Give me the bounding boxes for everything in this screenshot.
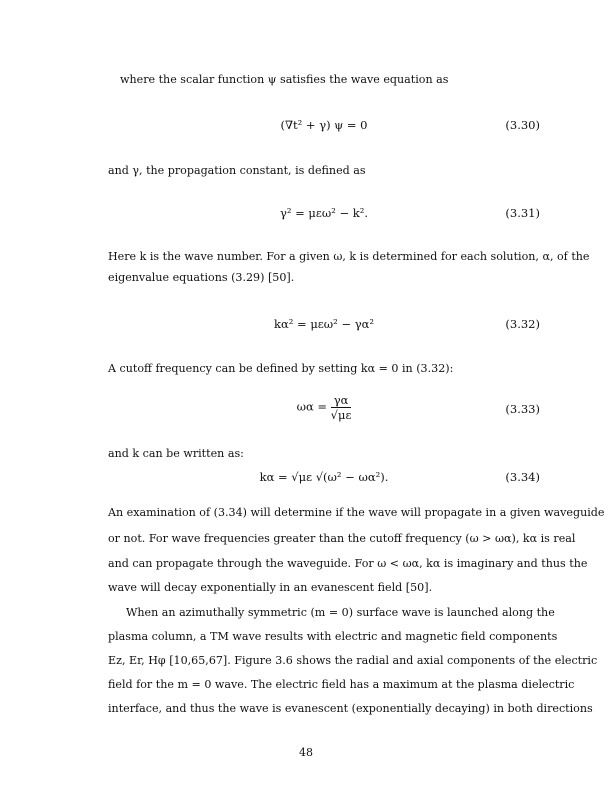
equation-number: (3.34) [505,470,540,484]
paragraph-line: and k can be written as: [108,447,244,460]
equation-3-34 [108,470,540,510]
fraction-denominator: √με [330,408,352,422]
equation-3-31 [108,206,540,246]
paragraph-line: When an azimuthally symmetric (m = 0) surface wave is launched along the [126,606,555,619]
fraction [331,393,352,422]
paragraph-line: eigenvalue equations (3.29) [50]. [108,271,295,284]
paragraph-line: An examination of (3.34) will determine if the wave will propagate in a given waveguide [108,506,605,519]
paragraph-line: interface, and thus the wave is evanescent (exponentially decaying) in both directions [108,702,593,715]
equation-number: (3.33) [505,402,540,416]
equation-body: γ² = μεω² − k². [279,206,369,220]
paragraph-line: where the scalar function ψ satisfies the wave equation as [120,73,449,86]
paragraph-line: and can propagate through the waveguide. For ω < ωα, kα is imaginary and thus the [108,557,588,570]
paragraph-line: plasma column, a TM wave results with electric and magnetic field components [108,630,558,643]
paragraph-line: wave will decay exponentially in an evanescent field [50]. [108,581,433,594]
equation-number: (3.31) [505,206,540,220]
paragraph-line: Ez, Er, Hφ [10,65,67]. Figure 3.6 shows the radial and axial components of the electric [108,654,598,667]
equation-3-33 [108,393,540,433]
equation-lhs: ωα = [296,399,327,414]
paragraph-line: A cutoff frequency can be defined by setting kα = 0 in (3.32): [108,362,454,375]
equation-3-32 [108,317,540,357]
paragraph-line: or not. For wave frequencies greater than the cutoff frequency (ω > ωα), kα is real [108,532,576,545]
equation-3-30 [108,118,540,158]
equation-number: (3.30) [505,118,540,132]
equation-body: kα² = μεω² − γα² [274,317,374,331]
equation-body [108,393,540,422]
fraction-numerator: γα [331,393,352,408]
paragraph-line: field for the m = 0 wave. The electric field has a maximum at the plasma dielectric [108,678,575,691]
equation-body: kα = √με √(ω² − ωα²). [259,470,389,484]
equation-number: (3.32) [505,317,540,331]
page-number: 48 [299,746,313,759]
paragraph-line: and γ, the propagation constant, is defined as [108,164,366,177]
paragraph-line: Here k is the wave number. For a given ω, k is determined for each solution, α, of the [108,250,590,263]
equation-body: (∇t² + γ) ψ = 0 [280,118,368,132]
